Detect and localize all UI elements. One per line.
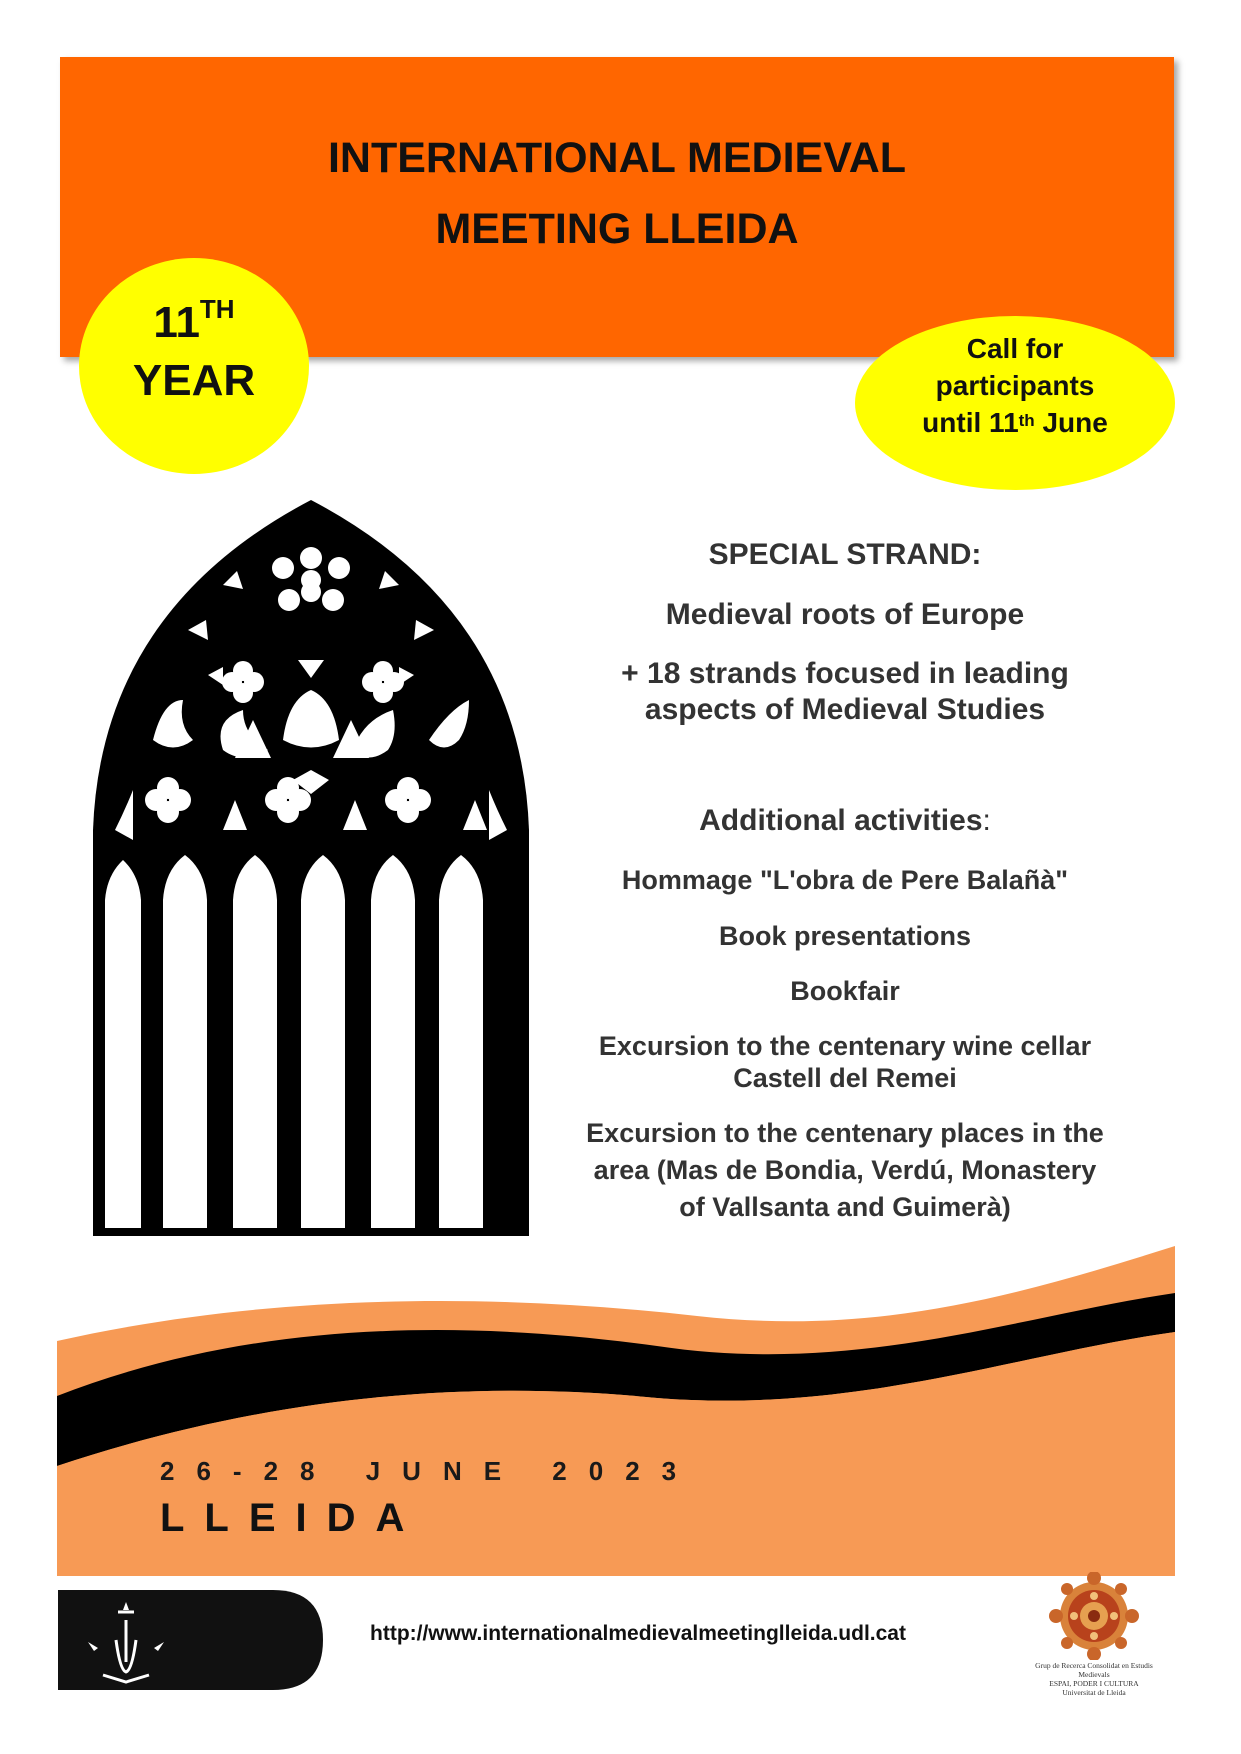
call-line1: Call for — [966, 333, 1064, 364]
edition-word: YEAR — [132, 356, 256, 405]
activity-item: Castell del Remei — [733, 1063, 957, 1093]
strands-line2: aspects of Medieval Studies — [644, 693, 1046, 726]
activity-item: Excursion to the centenary wine cellar — [598, 1031, 1092, 1061]
seal-caption-line3: ESPAI, PODER I CULTURA — [1049, 1679, 1139, 1688]
seal-caption-line1: Grup de Recerca Consolidat en Estudis — [1035, 1661, 1153, 1670]
activity-item: area (Mas de Bondia, Verdú, Monastery — [593, 1155, 1097, 1185]
event-city: LLEIDA — [160, 1496, 425, 1540]
university-logo-icon — [58, 1590, 323, 1690]
edition-badge — [79, 258, 309, 474]
research-group-seal-icon — [1030, 1572, 1158, 1660]
activity-item: of Vallsanta and Guimerà) — [679, 1192, 1011, 1222]
seal-caption-line2: Medievals — [1078, 1670, 1110, 1679]
activity-item: Hommage "L'obra de Pere Balañà" — [621, 865, 1069, 895]
activity-item: Excursion to the centenary places in the — [586, 1118, 1104, 1148]
special-strand-heading: SPECIAL STRAND: — [708, 538, 982, 571]
event-title-line1: INTERNATIONAL MEDIEVAL — [327, 134, 907, 182]
edition-number: 11TH — [153, 294, 235, 347]
activity-item: Book presentations — [718, 921, 972, 951]
website-link[interactable]: http://www.internationalmedievalmeetinglleida.udl.cat — [370, 1622, 906, 1645]
event-dates: 26-28 JUNE 2023 — [160, 1456, 699, 1486]
activity-item: Bookfair — [790, 976, 900, 1006]
gothic-window-icon — [93, 500, 529, 1238]
strands-line1: + 18 strands focused in leading — [621, 657, 1069, 690]
special-strand-name: Medieval roots of Europe — [665, 598, 1025, 631]
activities-heading: Additional activities: — [699, 804, 991, 837]
call-for-participants-badge — [855, 316, 1175, 490]
seal-caption-line4: Universitat de Lleida — [1062, 1688, 1126, 1697]
call-line2: participants — [935, 370, 1095, 401]
event-title-line2: MEETING LLEIDA — [435, 205, 799, 253]
call-line3: until 11th June — [922, 407, 1108, 438]
